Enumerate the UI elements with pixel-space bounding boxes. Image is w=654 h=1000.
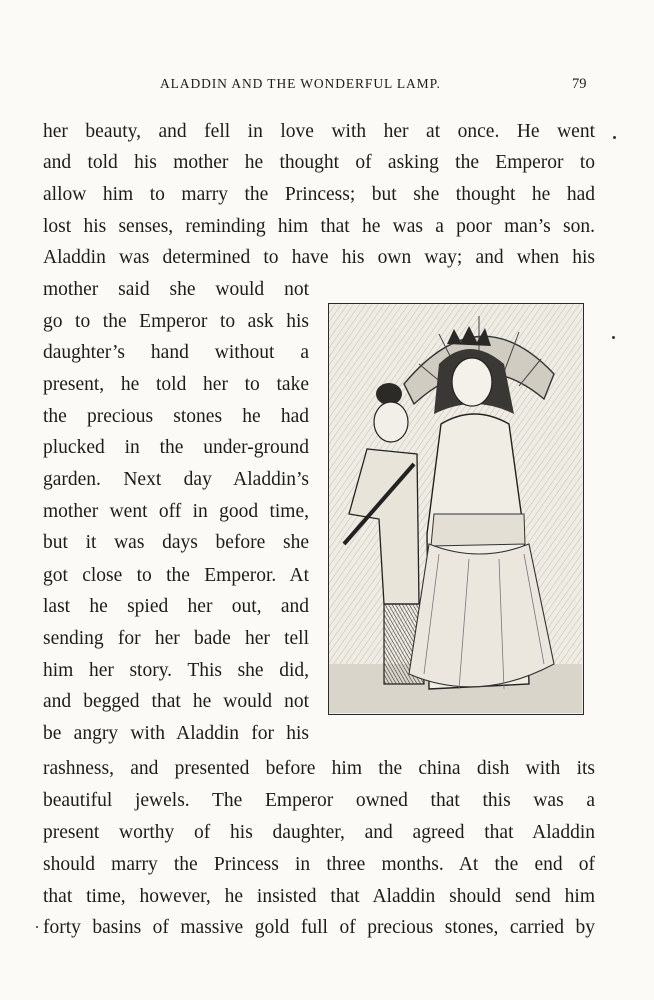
- text-line: but it was days before she: [43, 532, 309, 553]
- text-line: present worthy of his daughter, and agreed that Aladdin: [43, 822, 595, 843]
- text-line: mother went off in good time,: [43, 501, 309, 522]
- page-number: 79: [572, 76, 587, 92]
- text-line: allow him to marry the Princess; but she thought he had: [43, 184, 595, 205]
- text-line: him her story. This she did,: [43, 660, 309, 681]
- engraving-drawing: [329, 304, 582, 713]
- text-line: Aladdin was determined to have his own way; and when his: [43, 247, 595, 268]
- text-line: be angry with Aladdin for his: [43, 723, 309, 744]
- text-line: her beauty, and fell in love with her at once. He went: [43, 121, 595, 142]
- text-line: got close to the Emperor. At: [43, 565, 309, 586]
- paper-speck: [36, 926, 38, 928]
- text-line: beautiful jewels. The Emperor owned that this was a: [43, 790, 595, 811]
- text-line: and told his mother he thought of asking the Emperor to: [43, 152, 595, 173]
- text-line: forty basins of massive gold full of precious stones, carried by: [43, 917, 595, 938]
- text-line: the precious stones he had: [43, 406, 309, 427]
- text-line: mother said she would not: [43, 279, 309, 300]
- text-line: sending for her bade her tell: [43, 628, 309, 649]
- text-line: that time, however, he insisted that Aladdin should send him: [43, 886, 595, 907]
- text-line: garden. Next day Aladdin’s: [43, 469, 309, 490]
- running-title: ALADDIN AND THE WONDERFUL LAMP.: [160, 76, 441, 91]
- paper-speck: [612, 336, 615, 339]
- running-head: [0, 76, 654, 98]
- princess-illustration: [328, 303, 584, 715]
- text-line: plucked in the under-ground: [43, 437, 309, 458]
- text-line: daughter’s hand without a: [43, 342, 309, 363]
- text-line: rashness, and presented before him the china dish with its: [43, 758, 595, 779]
- paper-speck: [613, 136, 616, 139]
- text-line: lost his senses, reminding him that he was a poor man’s son.: [43, 216, 595, 237]
- text-line: go to the Emperor to ask his: [43, 311, 309, 332]
- text-line: should marry the Princess in three months. At the end of: [43, 854, 595, 875]
- text-line: last he spied her out, and: [43, 596, 309, 617]
- text-line: and begged that he would not: [43, 691, 309, 712]
- text-line: present, he told her to take: [43, 374, 309, 395]
